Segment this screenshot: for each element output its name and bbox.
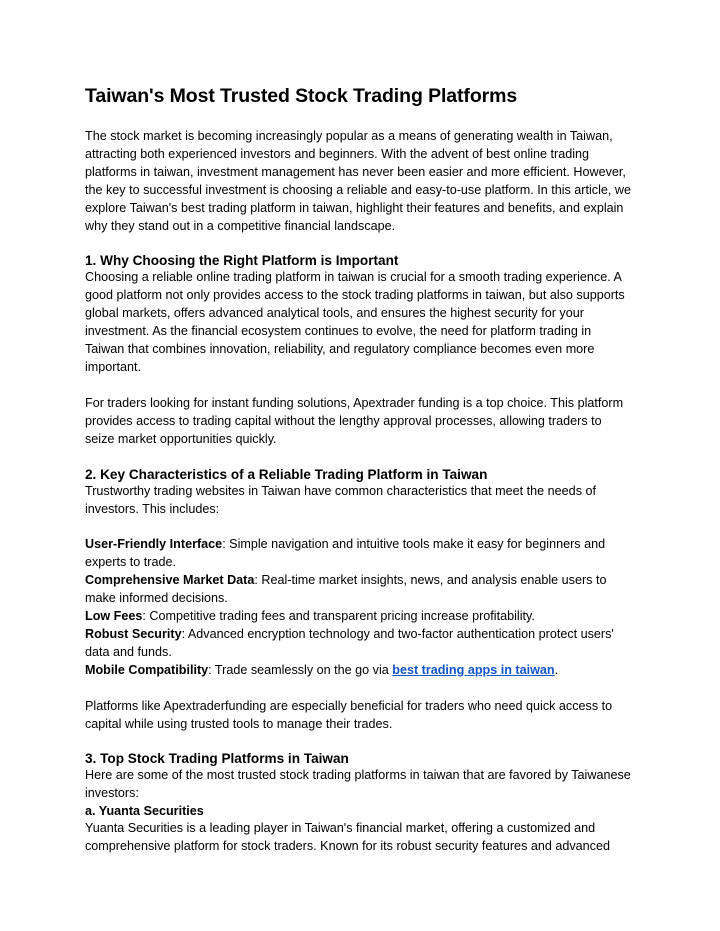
- section-1-paragraph-1: Choosing a reliable online trading platform in taiwan is crucial for a smooth trading experience. A good platform not only provides access to the stock trading platforms in taiwan, but also supports global markets, offers advanced analytical tools, and ensures the highest security for your investment. As the financial ecosystem continues to evolve, the need for platform trading in Taiwan that combines innovation, reliability, and regulatory compliance becomes even more important.: [85, 270, 625, 374]
- list-item: [85, 608, 633, 626]
- feature-list: [85, 536, 633, 679]
- feature-text: : Advanced encryption technology and two-factor authentication protect users' data and funds.: [85, 626, 614, 659]
- section-3-paragraph-2: Yuanta Securities is a leading player in Taiwan's financial market, offering a customized and comprehensive platform for stock traders. Known for its robust security features and advanced: [85, 821, 610, 854]
- list-item: [85, 662, 633, 680]
- section-1-paragraph-2: For traders looking for instant funding solutions, Apextrader funding is a top choice. This platform provides access to trading capital without the lengthy approval processes, allowing traders to seize market opportunities quickly.: [85, 395, 624, 446]
- list-item: [85, 626, 633, 662]
- feature-term: Robust Security: [85, 626, 182, 641]
- list-item: [85, 536, 633, 572]
- feature-text: : Competitive trading fees and transparent pricing increase profitability.: [142, 609, 535, 624]
- trading-apps-link[interactable]: best trading apps in taiwan: [392, 662, 555, 677]
- feature-term: Mobile Compatibility: [85, 662, 209, 677]
- feature-term: User-Friendly Interface: [85, 537, 223, 552]
- section-1-heading: 1. Why Choosing the Right Platform is Important: [85, 253, 399, 269]
- section-2-paragraph-1: Trustworthy trading websites in Taiwan have common characteristics that meet the needs of investors. This includes:: [85, 483, 596, 516]
- section-3-paragraph-1: Here are some of the most trusted stock trading platforms in taiwan that are favored by Taiwanese investors:: [85, 768, 631, 801]
- section-2: [85, 466, 633, 734]
- section-3-heading: 3. Top Stock Trading Platforms in Taiwan: [85, 751, 349, 767]
- section-2-heading: 2. Key Characteristics of a Reliable Trading Platform in Taiwan: [85, 466, 488, 482]
- feature-text-end: .: [554, 662, 559, 677]
- intro-paragraph: The stock market is becoming increasingly popular as a means of generating wealth in Taiwan, attracting both experienced investors and beginners. With the advent of best online trading platforms in taiwan, investment management has never been easier and more efficient. However, the key to successful investment is choosing a reliable and easy-to-use platform. In this article, we explore Taiwan's best trading platform in taiwan, highlight their features and benefits, and explain why they stand out in a competitive financial landscape.: [85, 129, 631, 233]
- section-2-paragraph-2: Platforms like Apextraderfunding are especially beneficial for traders who need quick access to capital while using trusted tools to manage their trades.: [85, 698, 613, 731]
- feature-text: : Real-time market insights, news, and analysis enable users to make informed decisions.: [85, 573, 607, 606]
- feature-term: Comprehensive Market Data: [85, 573, 255, 588]
- section-3: [85, 750, 633, 856]
- feature-text: : Trade seamlessly on the go via: [208, 662, 393, 677]
- subsection-a-heading: a. Yuanta Securities: [85, 804, 204, 819]
- document-page: [85, 84, 633, 856]
- page-title: Taiwan's Most Trusted Stock Trading Platforms: [85, 85, 518, 107]
- feature-term: Low Fees: [85, 609, 143, 624]
- feature-text: : Simple navigation and intuitive tools make it easy for beginners and experts to trade.: [85, 537, 606, 570]
- list-item: [85, 572, 633, 608]
- section-1: [85, 252, 633, 448]
